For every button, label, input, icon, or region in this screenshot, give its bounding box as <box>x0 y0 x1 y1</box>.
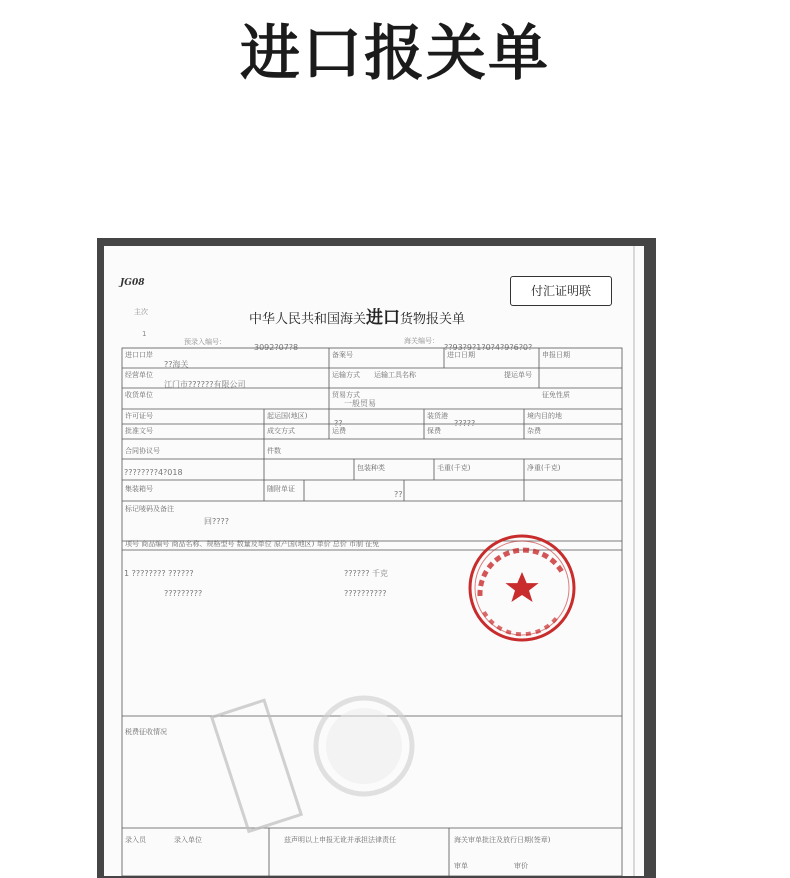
svg-text:保费: 保费 <box>427 427 441 435</box>
page-title: 进口报关单 <box>240 19 550 89</box>
customs-declaration-image <box>104 246 644 876</box>
svg-text:录入员: 录入员 <box>125 836 146 844</box>
svg-text:备案号: 备案号 <box>332 351 353 359</box>
svg-text:审价: 审价 <box>514 862 528 870</box>
svg-text:主次: 主次 <box>134 308 148 316</box>
svg-text:提运单号: 提运单号 <box>504 371 532 379</box>
svg-text:1: 1 <box>142 330 147 338</box>
svg-text:净重(千克): 净重(千克) <box>527 464 561 472</box>
svg-text:合同协议号: 合同协议号 <box>125 447 160 455</box>
svg-text:随附单证: 随附单证 <box>267 485 295 493</box>
svg-text:收货单位: 收货单位 <box>125 391 153 399</box>
form-title-prefix: 中华人民共和国海关 <box>249 312 367 327</box>
svg-text:?????: ????? <box>454 419 476 428</box>
svg-text:运输方式: 运输方式 <box>332 371 360 379</box>
svg-text:??93?9?1?0?4?9?6?0?: ??93?9?1?0?4?9?6?0? <box>444 343 533 352</box>
svg-text:毛重(千克): 毛重(千克) <box>437 464 471 472</box>
svg-text:进口口岸: 进口口岸 <box>125 351 153 359</box>
svg-text:杂费: 杂费 <box>527 427 541 435</box>
svg-text:征免性质: 征免性质 <box>542 391 570 399</box>
svg-text:??: ?? <box>334 419 343 428</box>
svg-text:录入单位: 录入单位 <box>174 836 202 844</box>
svg-text:起运国(地区): 起运国(地区) <box>267 412 308 420</box>
form-code: JG08 <box>120 278 145 288</box>
form-title-highlight: 进口 <box>366 308 401 328</box>
svg-text:运输工具名称: 运输工具名称 <box>374 371 416 379</box>
svg-text:3092?07?8: 3092?07?8 <box>254 343 299 352</box>
svg-text:审单: 审单 <box>454 862 468 870</box>
svg-text:??海关: ??海关 <box>164 360 189 369</box>
svg-text:件数: 件数 <box>267 447 281 455</box>
svg-text:经营单位: 经营单位 <box>125 371 153 379</box>
svg-text:??????????: ?????????? <box>344 589 387 598</box>
svg-text:运费: 运费 <box>332 427 346 435</box>
svg-text:????????4?018: ????????4?018 <box>124 468 183 477</box>
svg-text:申报日期: 申报日期 <box>542 351 570 359</box>
svg-text:1 ???????? ??????: 1 ???????? ?????? <box>124 569 194 578</box>
certificate-label: 付汇证明联 <box>510 276 612 306</box>
svg-text:贸易方式: 贸易方式 <box>332 391 360 399</box>
svg-text:预录入编号：: 预录入编号： <box>184 338 226 346</box>
svg-text:税费征收情况: 税费征收情况 <box>125 728 167 736</box>
form-title <box>249 303 465 328</box>
svg-text:兹声明以上申报无讹并承担法律责任: 兹声明以上申报无讹并承担法律责任 <box>284 836 396 844</box>
form-title-suffix: 货物报关单 <box>400 312 466 327</box>
svg-text:标记唛码及备注: 标记唛码及备注 <box>125 505 174 513</box>
svg-text:装货港: 装货港 <box>427 412 448 420</box>
svg-text:一般贸易: 一般贸易 <box>344 399 376 408</box>
svg-text:江门市??????有限公司: 江门市??????有限公司 <box>164 380 246 389</box>
svg-text:?????????: ????????? <box>164 589 203 598</box>
svg-text:回????: 回???? <box>204 517 229 526</box>
svg-text:??: ?? <box>394 490 403 499</box>
svg-text:包装种类: 包装种类 <box>357 464 385 472</box>
svg-text:批准文号: 批准文号 <box>125 427 153 435</box>
svg-text:进口日期: 进口日期 <box>447 351 475 359</box>
svg-text:项号 商品编号 商品名称、规格型号 数量及单位 原产国(地区: 项号 商品编号 商品名称、规格型号 数量及单位 原产国(地区) 单价 总价 币制 征免 <box>125 540 380 548</box>
svg-text:许可证号: 许可证号 <box>125 412 153 420</box>
svg-text:?????? 千克: ?????? 千克 <box>344 569 389 578</box>
svg-text:海关审单批注及放行日期(签章): 海关审单批注及放行日期(签章) <box>454 836 551 844</box>
form-scan-graphic <box>104 246 644 876</box>
svg-text:成交方式: 成交方式 <box>267 427 295 435</box>
svg-text:海关编号：: 海关编号： <box>404 337 439 345</box>
svg-text:境内目的地: 境内目的地 <box>527 412 562 420</box>
svg-text:集装箱号: 集装箱号 <box>125 485 153 493</box>
